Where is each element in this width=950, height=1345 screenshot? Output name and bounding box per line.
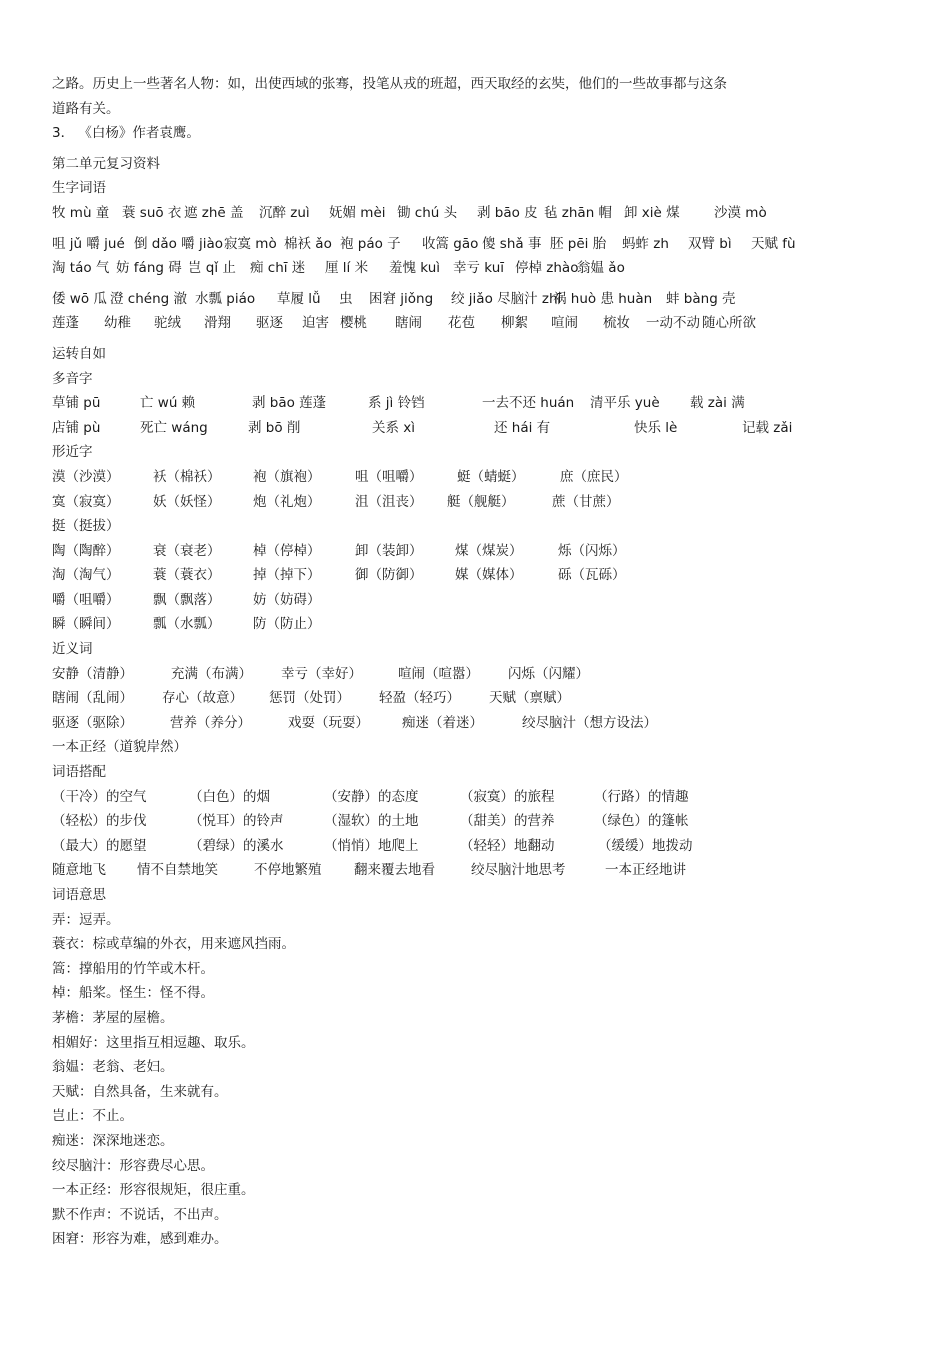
text-cell: 媒（媒体） [455,567,523,584]
text-cell: 蜓（蜻蜓） [457,468,525,485]
text-cell: （悦耳）的铃声 [189,813,284,830]
text-cell: 傻 shǎ 事 [482,235,542,252]
text-cell: 痴迷（着迷） [402,714,483,731]
text-line [52,152,912,177]
text-cell: 清平乐 yuè [590,395,660,412]
text-cell: （干冷）的空气 [52,788,147,805]
text-cell: 幸亏（幸好） [281,665,362,682]
text-cell: 3． 《白杨》作者袁鹰。 [52,125,200,142]
text-cell: 死亡 wáng [140,419,208,436]
text-cell: 词语搭配 [52,764,106,781]
text-cell: 锄 chú 头 [397,204,458,221]
text-cell: 妨（妨碍） [253,591,321,608]
text-cell: 草履 lǚ [277,290,321,307]
text-cell: 砾（瓦砾） [558,567,626,584]
text-line [52,72,912,97]
text-cell: 弄：逗弄。 [52,911,120,928]
text-cell: 戏耍（玩耍） [288,714,369,731]
text-line [52,514,912,539]
text-cell: 店铺 pù [52,419,101,436]
text-cell: 牧 mù 童 [52,204,110,221]
text-line [52,1055,912,1080]
text-line [52,311,912,336]
text-cell: 咀 jǔ 嚼 jué [52,235,125,252]
text-cell: 驱逐（驱除） [52,714,133,731]
text-line [52,1104,912,1129]
text-cell: 翁媪：老翁、老妇。 [52,1059,174,1076]
text-line [52,588,912,613]
text-cell: 绞 jiǎo 尽脑汁 zhī [451,290,562,307]
text-line [52,686,912,711]
text-cell: 剥 bō 削 [248,419,301,436]
text-line [52,957,912,982]
text-cell: 袍 páo 子 [340,235,401,252]
text-cell: 烁（闪烁） [558,542,626,559]
text-cell: 默不作声：不说话，不出声。 [52,1206,228,1223]
text-cell: 梳妆 [603,315,630,332]
text-cell: 岂止：不止。 [52,1108,133,1125]
text-cell: 柳絮 [501,315,528,332]
text-cell: 一动不动 [646,315,700,332]
text-cell: 生字词语 [52,180,106,197]
text-cell: 淘（淘气） [52,567,120,584]
text-cell: 花苞 [448,315,475,332]
text-line [52,176,912,201]
text-cell: 安静（清静） [52,665,133,682]
text-cell: 衰（衰老） [153,542,221,559]
text-cell: 莲蓬 [52,315,79,332]
text-cell: 一本正经地讲 [605,862,686,879]
text-cell: 遮 zhē 盖 [184,204,244,221]
text-cell: 天赋（禀赋） [489,690,570,707]
text-cell: 御（防御） [355,567,423,584]
text-cell: （寂寞）的旅程 [460,788,555,805]
text-cell: 滑翔 [204,315,231,332]
text-cell: （缓缓）地拨动 [598,837,693,854]
text-cell: 挺（挺拔） [52,518,120,535]
text-cell: 不停地繁殖 [254,862,322,879]
text-cell: 沙漠 mò [714,204,767,221]
text-cell: 还 hái 有 [494,419,551,436]
text-line [52,834,912,859]
text-cell: 困窘：形容为难，感到难办。 [52,1231,228,1248]
text-cell: 虫 [339,290,353,307]
text-cell: 运转自如 [52,345,106,362]
text-cell: 喧闹（喧嚣） [398,665,479,682]
text-cell: 近义词 [52,641,93,658]
text-line [52,1080,912,1105]
text-cell: 翻来覆去地看 [354,862,435,879]
text-cell: 剥 bāo 莲蓬 [252,395,327,412]
text-line [52,232,912,257]
text-cell: 驼绒 [154,315,181,332]
text-cell: 绞尽脑汁地思考 [471,862,566,879]
text-line [52,121,912,146]
text-line [52,785,912,810]
text-cell: 妩媚 mèi [329,204,386,221]
text-cell: （悄悄）地爬上 [324,837,419,854]
text-cell: 之路。历史上一些著名人物：如，出使西域的张骞，投笔从戎的班超，西天取经的玄奘，他们的一些故事都与这条 [52,76,727,92]
text-cell: 第二单元复习资料 [52,155,160,172]
text-cell: 沮（沮丧） [355,493,423,510]
text-line [52,637,912,662]
text-cell: 停棹 zhào [515,260,579,277]
text-line [52,97,912,122]
text-cell: 沉醉 zuì [259,204,310,221]
text-cell: 漠（沙漠） [52,468,120,485]
text-cell: 寂寞 mò [224,235,277,252]
text-cell: 闪烁（闪耀） [508,665,589,682]
text-cell: 幸亏 kuī [453,260,505,277]
text-cell: 痴迷：深深地迷恋。 [52,1132,174,1149]
text-cell: 惩罚（处罚） [269,690,350,707]
text-cell: 寞（寂寞） [52,493,120,510]
text-cell: 幼稚 [104,315,131,332]
text-cell: 随意地飞 [52,862,106,879]
text-cell: 系 jì 铃铛 [368,395,425,412]
text-line [52,932,912,957]
text-cell: 营养（养分） [170,714,251,731]
text-line [52,440,912,465]
text-cell: 蚂蚱 zh [622,235,669,252]
text-cell: 胚 pēi 胎 [550,235,607,252]
text-line [52,612,912,637]
text-cell: 庶（庶民） [560,468,628,485]
text-line [52,1227,912,1252]
text-cell: 收篙 gāo [422,235,479,252]
text-cell: （行路）的情趣 [594,788,689,805]
text-cell: 存心（故意） [162,690,243,707]
text-line [52,1178,912,1203]
text-line [52,883,912,908]
text-cell: （甜美）的营养 [460,813,555,830]
text-cell: 陶（陶醉） [52,542,120,559]
text-line [52,908,912,933]
text-cell: 厘 lí 米 [325,260,369,277]
text-cell: 充满（布满） [171,665,252,682]
text-line [52,981,912,1006]
text-cell: 道路有关。 [52,100,120,117]
text-cell: 飘（飘落） [153,591,221,608]
text-line [52,342,912,367]
text-cell: 篙：撑船用的竹竿或木杆。 [52,960,214,977]
text-cell: 情不自禁地笑 [137,862,218,879]
text-cell: 瓢（水瓢） [153,616,221,633]
text-cell: （轻轻）地翻动 [460,837,555,854]
text-cell: 亡 wú 赖 [140,395,196,412]
text-cell: 喧闹 [551,315,578,332]
text-cell: 蚌 bàng 壳 [666,290,736,307]
text-cell: 瞎闹（乱闹） [52,690,133,707]
text-cell: 天赋：自然具备，生来就有。 [52,1083,228,1100]
text-cell: 樱桃 [340,315,367,332]
text-line [52,539,912,564]
text-line [52,201,912,226]
text-cell: 岂 qǐ 止 [188,260,236,277]
text-cell: 澄 chéng 澈 [110,290,187,307]
text-cell: 瞬（瞬间） [52,616,120,633]
text-cell: 咀（咀嚼） [355,468,423,485]
text-cell: 袄（棉袄） [153,468,221,485]
text-line [52,465,912,490]
text-cell: 绞尽脑汁：形容费尽心思。 [52,1157,214,1174]
text-cell: （绿色）的篷帐 [594,813,689,830]
text-cell: （安静）的态度 [324,788,419,805]
text-line [52,809,912,834]
text-cell: 蓑衣：棕或草编的外衣，用来遮风挡雨。 [52,936,295,953]
text-cell: 一去不还 huán [482,395,575,412]
text-cell: 草铺 pū [52,395,101,412]
text-line [52,256,912,281]
text-cell: 翁媪 ǎo [577,260,625,277]
text-cell: （轻松）的步伐 [52,813,147,830]
text-cell: 毡 zhān 帽 [544,204,613,221]
text-line [52,760,912,785]
text-cell: （最大）的愿望 [52,837,147,854]
text-cell: 形近字 [52,444,93,461]
text-cell: 倒 dǎo 嚼 jiào [134,235,224,252]
document-page [52,72,912,1252]
text-line [52,563,912,588]
text-cell: 羞愧 kuì [389,260,441,277]
text-cell: 祸 huò 患 huàn [553,290,653,307]
text-cell: 双臂 bì [688,235,732,252]
text-line [52,735,912,760]
text-cell: 棉袄 ǎo [284,235,332,252]
text-line [52,1154,912,1179]
text-cell: 词语意思 [52,887,106,903]
text-cell: 妖（妖怪） [153,493,221,510]
text-cell: 多音字 [52,370,93,387]
text-cell: 卸（装卸） [355,542,423,559]
text-cell: 妨 fáng 碍 [116,260,182,277]
text-cell: 天赋 fù [751,235,796,252]
text-cell: 载 zài 满 [690,395,745,412]
text-cell: 驱逐 [256,315,283,332]
text-cell: 快乐 lè [634,419,678,436]
text-line [52,287,912,312]
text-cell: 轻盈（轻巧） [379,690,460,707]
text-cell: 艇（舰艇） [447,493,515,510]
text-cell: 随心所欲 [702,315,756,332]
text-cell: 关系 xì [372,419,416,436]
text-cell: 淘 táo 气 [52,260,110,277]
text-cell: 蓑（蓑衣） [153,567,221,584]
text-cell: 袍（旗袍） [253,468,321,485]
text-cell: 棹（停棹） [253,542,321,559]
text-line [52,858,912,883]
text-cell: 倭 wō 瓜 [52,290,107,307]
text-line [52,1203,912,1228]
text-cell: 防（防止） [253,616,321,633]
text-cell: 痴 chī 迷 [250,260,306,277]
text-line [52,711,912,736]
text-cell: 煤（煤炭） [455,542,523,559]
text-line [52,416,912,441]
text-cell: （湿软）的土地 [324,813,419,830]
text-cell: 棹：船桨。怪生：怪不得。 [52,985,214,1002]
text-line [52,1006,912,1031]
text-cell: 茅檐：茅屋的屋檐。 [52,1009,174,1026]
text-cell: 记载 zǎi [742,419,793,436]
text-cell: 绞尽脑汁（想方设法） [522,714,657,731]
text-cell: 瞎闹 [395,315,422,332]
text-cell: 蓑 suō 衣 [122,204,182,221]
text-cell: 蔗（甘蔗） [552,493,620,510]
text-line [52,490,912,515]
text-cell: （白色）的烟 [189,788,270,805]
text-line [52,1129,912,1154]
text-cell: 困窘 jiǒng [369,290,434,307]
text-cell: 炮（礼炮） [253,493,321,510]
text-cell: 掉（掉下） [253,567,321,584]
text-cell: 一本正经（道貌岸然） [52,739,187,756]
text-cell: 水瓢 piáo [195,290,256,307]
text-cell: 剥 bāo 皮 [477,204,538,221]
text-cell: 相媚好：这里指互相逗趣、取乐。 [52,1034,255,1051]
text-cell: 一本正经：形容很规矩，很庄重。 [52,1182,255,1199]
text-line [52,1031,912,1056]
text-cell: 卸 xiè 煤 [624,204,680,221]
text-line [52,391,912,416]
text-line [52,662,912,687]
text-cell: 嚼（咀嚼） [52,591,120,608]
text-cell: 迫害 [302,315,329,332]
text-line [52,367,912,392]
text-cell: （碧绿）的溪水 [189,837,284,854]
